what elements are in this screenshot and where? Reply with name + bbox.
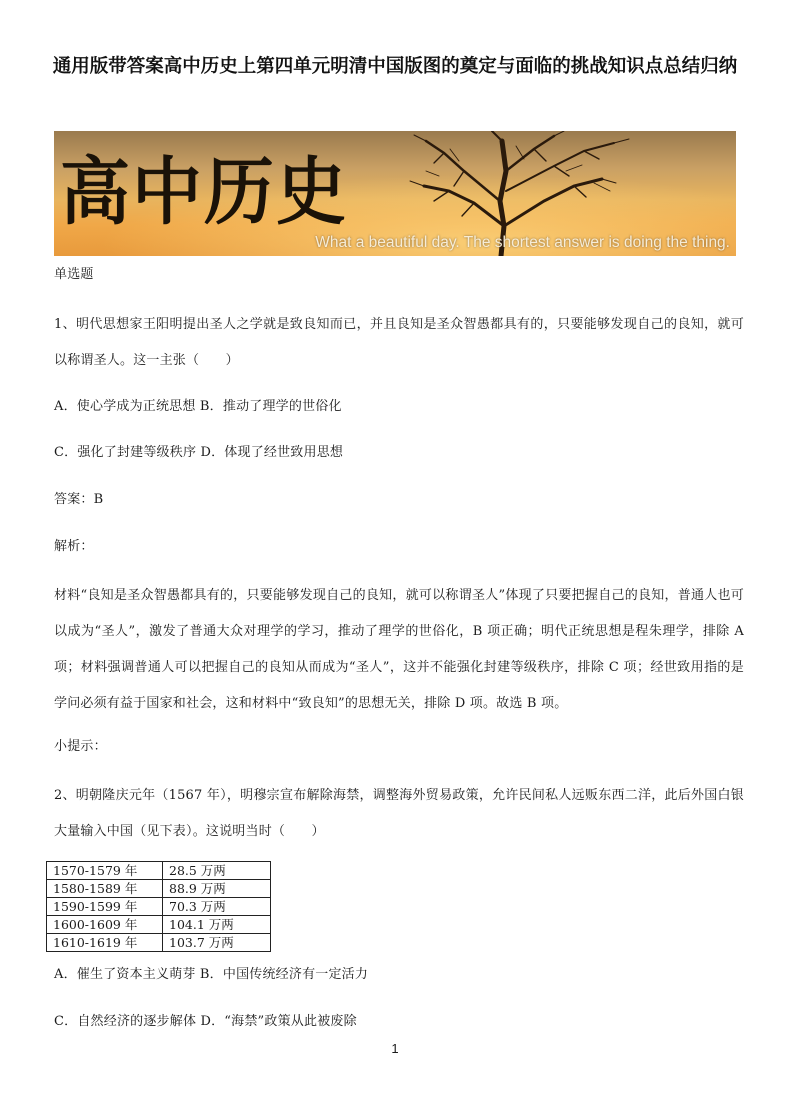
table-cell: 1610-1619 年 [47,934,163,952]
banner-title: 高中历史 [60,147,348,236]
question-1-analysis: 材料“良知是圣众智愚都具有的，只要能够发现自己的良知，就可以称谓圣人”体现了只要把握自己的良知，普通人也可以成为“圣人”，激发了普通大众对理学的学习，推动了理学的世俗化，B 项正确；明代正统思想是程朱理学，排除 A 项；材料强调普通人可以把握自己的良知从而成为“圣人”，这并不能强化封建等级秩序，排除 C 项；经世致用指的是学问必须有益于国家和社会，这和材料中“致良知”的思想无关，排除 D 项。故选 B 项。 [54,588,744,711]
question-1-analysis-label: 解析： [54,539,94,554]
question-1-tip-label: 小提示： [54,739,107,754]
question-1-answer: 答案：B [54,492,104,507]
table-cell: 103.7 万两 [163,934,271,952]
table-row [47,934,271,952]
table-row [47,862,271,880]
table-cell: 70.3 万两 [163,898,271,916]
table-cell: 1570-1579 年 [47,862,163,880]
question-2-options-ab: A．催生了资本主义萌芽 B．中国传统经济有一定活力 [54,967,369,982]
section-label: 单选题 [54,267,94,282]
table-cell: 88.9 万两 [163,880,271,898]
silver-import-table [46,861,271,952]
table-cell: 1600-1609 年 [47,916,163,934]
question-1-options-ab: A．使心学成为正统思想 B．推动了理学的世俗化 [54,399,342,414]
table-row [47,916,271,934]
table-row [47,880,271,898]
table-cell: 28.5 万两 [163,862,271,880]
page-number: 1 [391,1041,399,1056]
question-1-stem: 1、明代思想家王阳明提出圣人之学就是致良知而已，并且良知是圣众智愚都具有的，只要能够发现自己的良知，就可以称谓圣人。这一主张（ ） [54,317,744,368]
banner-slogan: What a beautiful day. The shortest answer is doing the thing. [315,234,730,251]
question-1-options-cd: C．强化了封建等级秩序 D．体现了经世致用思想 [54,445,344,460]
table-row [47,898,271,916]
table-cell: 1580-1589 年 [47,880,163,898]
document-title: 通用版带答案高中历史上第四单元明清中国版图的奠定与面临的挑战知识点总结归纳 [52,56,738,77]
table-cell: 1590-1599 年 [47,898,163,916]
question-2-stem: 2、明朝隆庆元年（1567 年），明穆宗宣布解除海禁，调整海外贸易政策，允许民间私人远贩东西二洋，此后外国白银大量输入中国（见下表）。这说明当时（ ） [54,788,744,839]
banner-image [54,131,736,256]
table-cell: 104.1 万两 [163,916,271,934]
question-2-options-cd: C．自然经济的逐步解体 D．“海禁”政策从此被废除 [54,1014,357,1029]
